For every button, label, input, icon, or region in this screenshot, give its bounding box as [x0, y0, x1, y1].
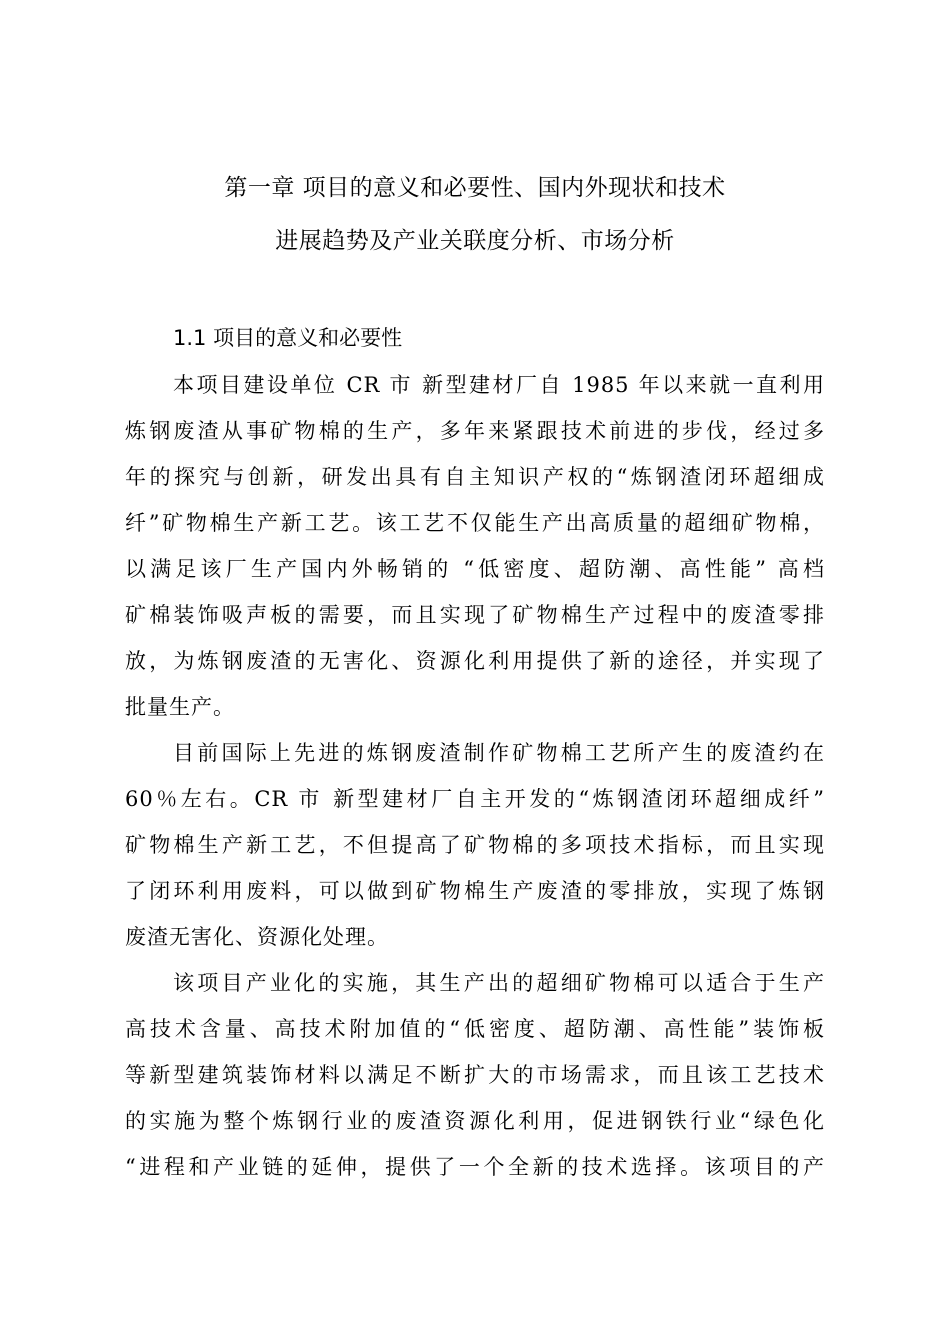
chapter-title-line-1: 第一章 项目的意义和必要性、国内外现状和技术 [224, 175, 726, 201]
paragraph-3-line-4: 的实施为整个炼钢行业的废渣资源化利用，促进钢铁行业“绿色化 [125, 1109, 825, 1133]
paragraph-3-line-3: 等新型建筑装饰材料以满足不断扩大的市场需求，而且该工艺技术 [125, 1063, 825, 1087]
paragraph-2-line-1: 目前国际上先进的炼钢废渣制作矿物棉工艺所产生的废渣约在 [173, 741, 825, 765]
section-heading: 1.1 项目的意义和必要性 [173, 326, 403, 350]
paragraph-1-line-3: 年的探究与创新，研发出具有自主知识产权的“炼钢渣闭环超细成 [125, 465, 825, 489]
paragraph-2-line-4: 了闭环利用废料，可以做到矿物棉生产废渣的零排放，实现了炼钢 [125, 879, 825, 903]
paragraph-3-line-1: 该项目产业化的实施，其生产出的超细矿物棉可以适合于生产 [173, 971, 825, 995]
paragraph-1-line-6: 矿棉装饰吸声板的需要，而且实现了矿物棉生产过程中的废渣零排 [125, 603, 825, 627]
paragraph-1-line-8: 批量生产。 [125, 695, 235, 719]
chapter-title-line-2: 进展趋势及产业关联度分析、市场分析 [275, 228, 675, 254]
paragraph-2-line-5: 废渣无害化、资源化处理。 [125, 925, 389, 949]
paragraph-1-line-7: 放，为炼钢废渣的无害化、资源化利用提供了新的途径，并实现了 [125, 649, 825, 673]
paragraph-1-line-4: 纤”矿物棉生产新工艺。该工艺不仅能生产出高质量的超细矿物棉， [125, 511, 825, 535]
paragraph-2-line-3: 矿物棉生产新工艺，不但提高了矿物棉的多项技术指标，而且实现 [125, 833, 825, 857]
paragraph-1-line-1: 本项目建设单位 CR 市 新型建材厂自 1985 年以来就一直利用 [173, 373, 825, 397]
paragraph-2-line-2: 60％左右。CR 市 新型建材厂自主开发的“炼钢渣闭环超细成纤” [125, 787, 825, 811]
paragraph-1-line-2: 炼钢废渣从事矿物棉的生产，多年来紧跟技术前进的步伐，经过多 [125, 419, 825, 443]
paragraph-3-line-5: “进程和产业链的延伸，提供了一个全新的技术选择。该项目的产 [125, 1155, 825, 1179]
paragraph-1-line-5: 以满足该厂生产国内外畅销的 “低密度、超防潮、高性能” 高档 [125, 557, 825, 581]
paragraph-3-line-2: 高技术含量、高技术附加值的“低密度、超防潮、高性能”装饰板 [125, 1017, 825, 1041]
